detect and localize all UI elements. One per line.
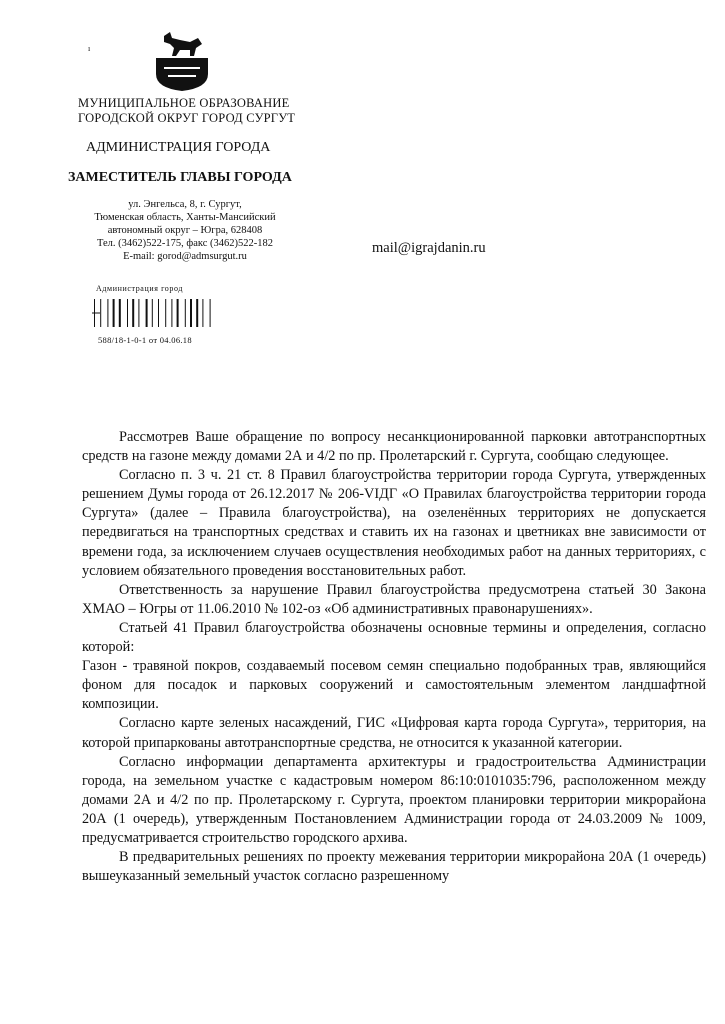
address-line: ул. Энгельса, 8, г. Сургут, — [128, 199, 242, 210]
recipient-email: mail@igrajdanin.ru — [372, 240, 486, 256]
org-line-2: ГОРОДСКОЙ ОКРУГ ГОРОД СУРГУТ — [78, 111, 296, 125]
paragraph: Согласно п. 3 ч. 21 ст. 8 Правил благоустройства территории города Сургута, утвержденных решением Думы города от 26.12.2017 № 206-VIДГ «О Правилах благоустройства территории города Сургута» (далее – Правила благоустройства), на озеленённых территориях не допускается передвигаться на транспортных средствах и ставить их на газонах и цветниках вне зависимости от времени года, за исключением случаев осуществления необходимых работ на данных территориях, с условием обязательного проведения восстановительных работ. — [82, 467, 706, 579]
letter-body — [82, 428, 706, 886]
paragraph: Ответственность за нарушение Правил благоустройства предусмотрена статьей 30 Закона ХМАО – Югры от 11.06.2010 № 102-оз «Об административных правонарушениях». — [82, 581, 706, 617]
paragraph: Газон - травяной покров, создаваемый посевом семян специально подобранных трав, являющийся фоном для посадок и парковых сооружений и самостоятельным элементом ландшафтной композиции. — [82, 658, 706, 713]
deputy-title: ЗАМЕСТИТЕЛЬ ГЛАВЫ ГОРОДА — [68, 170, 292, 185]
paragraph: Рассмотрев Ваше обращение по вопросу несанкционированной парковки автотранспортных средств на газоне между домами 2А и 4/2 по пр. Пролетарский г. Сургута, сообщаю следующее. — [82, 429, 706, 465]
organization-name — [78, 96, 295, 126]
address-line: Тюменская область, Ханты-Мансийский — [94, 212, 276, 223]
sender-address — [80, 198, 290, 263]
registration-stamp — [92, 284, 267, 350]
scan-mark: ı — [88, 44, 91, 53]
address-line: E-mail: gorod@admsurgut.ru — [123, 251, 247, 262]
paragraph: Согласно информации департамента архитектуры и градостроительства Администрации города, на земельном участке с кадастровым номером 86:10:0101035:796, расположенном между домами 2А и 4/2 по пр. Пролетарскому г. Сургута, проектом планировки территории микрорайона 20А (1 очередь), утвержденным Постановлением Администрации города от 24.03.2009 № 1009, предусматривается строительство городского архива. — [82, 753, 706, 846]
paragraph: В предварительных решениях по проекту межевания территории микрорайона 20А (1 очередь) вышеуказанный земельный участок согласно разрешенному — [82, 849, 706, 885]
paragraph: Согласно карте зеленых насаждений, ГИС «Цифровая карта города Сургута», территория, на которой припаркованы автотранспортные средства, не относится к указанной категории. — [82, 715, 706, 751]
org-line-1: МУНИЦИПАЛЬНОЕ ОБРАЗОВАНИЕ — [78, 96, 290, 110]
administration-title: АДМИНИСТРАЦИЯ ГОРОДА — [86, 140, 271, 155]
address-line: Тел. (3462)522-175, факс (3462)522-182 — [97, 238, 273, 249]
city-crest-icon — [150, 30, 214, 92]
address-line: автономный округ – Югра, 628408 — [107, 225, 263, 236]
stamp-number: 588/18-1-0-1 от 04.06.18 — [98, 335, 192, 345]
barcode-icon — [92, 295, 262, 333]
stamp-header: Администрация город — [96, 284, 184, 293]
paragraph: Статьей 41 Правил благоустройства обозначены основные термины и определения, согласно которой: — [82, 619, 706, 656]
